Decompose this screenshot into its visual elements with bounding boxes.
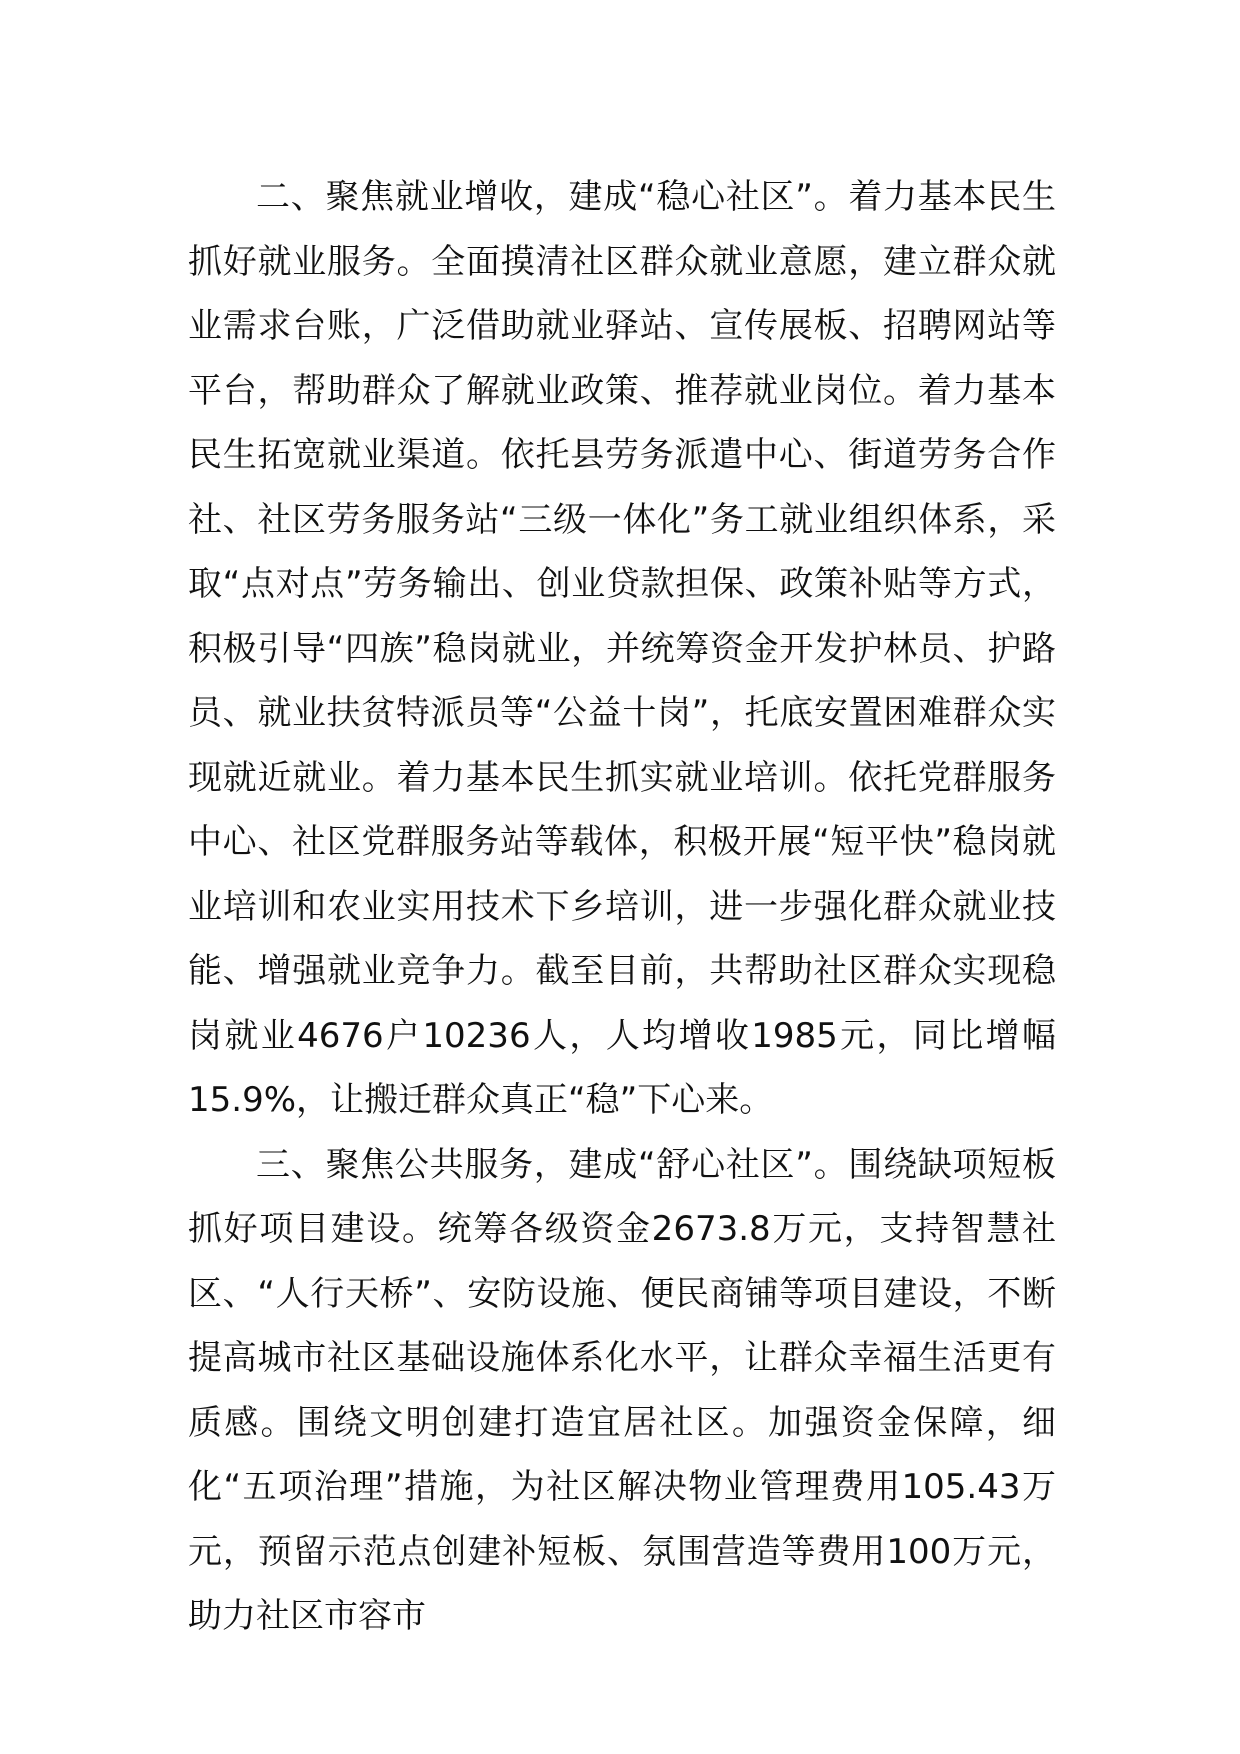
paragraph-public-services: 三、聚焦公共服务，建成“舒心社区”。围绕缺项短板抓好项目建设。统筹各级资金2673.8万元，支持智慧社区、“人行天桥”、安防设施、便民商铺等项目建设，不断提高城市社区基础设施体系化水平，让群众幸福生活更有质感。围绕文明创建打造宜居社区。加强资金保障，细化“五项治理”措施，为社区解决物业管理费用105.43万元，预留示范点创建补短板、氛围营造等费用100万元，助力社区市容市 bbox=[188, 1144, 1056, 1636]
paragraph-employment: 二、聚焦就业增收，建成“稳心社区”。着力基本民生抓好就业服务。全面摸清社区群众就业意愿，建立群众就业需求台账，广泛借助就业驿站、宣传展板、招聘网站等平台，帮助群众了解就业政策、推荐就业岗位。着力基本民生拓宽就业渠道。依托县劳务派遣中心、街道劳务合作社、社区劳务服务站“三级一体化”务工就业组织体系，采取“点对点”劳务输出、创业贷款担保、政策补贴等方式，积极引导“四族”稳岗就业，并统筹资金开发护林员、护路员、就业扶贫特派员等“公益十岗”，托底安置困难群众实现就近就业。着力基本民生抓实就业培训。依托党群服务中心、社区党群服务站等载体，积极开展“短平快”稳岗就业培训和农业实用技术下乡培训，进一步强化群众就业技能、增强就业竞争力。截至目前，共帮助社区群众实现稳岗就业4676户10236人，人均增收1985元，同比增幅15.9%，让搬迁群众真正“稳”下心来。 bbox=[188, 177, 1056, 1120]
document-body bbox=[188, 165, 1056, 1649]
